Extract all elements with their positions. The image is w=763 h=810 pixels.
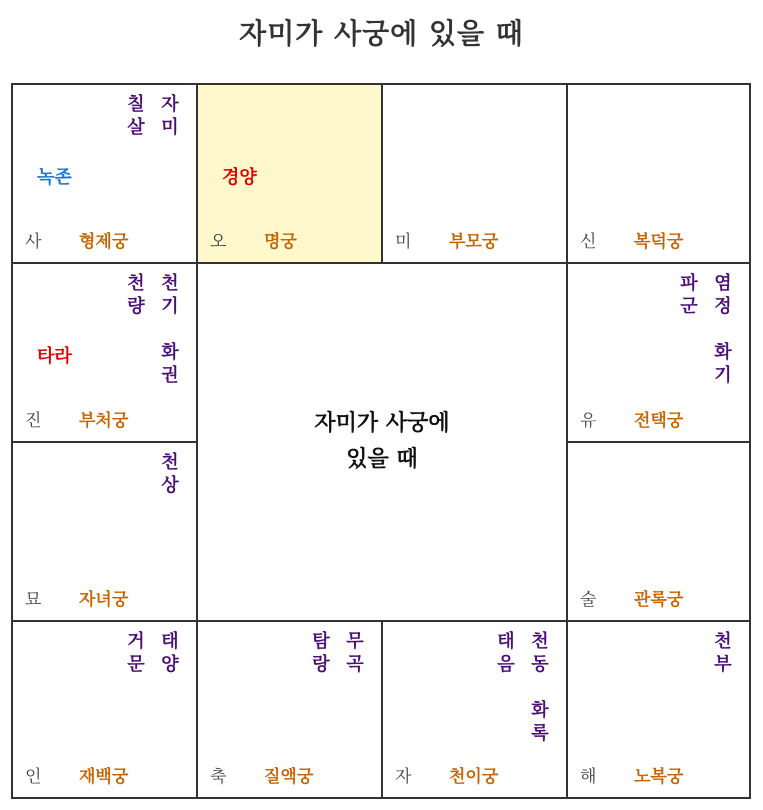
palace-jin <box>13 264 198 443</box>
branch-label: 묘 <box>25 590 42 610</box>
star-group <box>677 272 735 387</box>
palace-sul <box>568 443 749 622</box>
branch-label: 해 <box>580 767 597 787</box>
star-group <box>711 630 735 676</box>
branch-label: 술 <box>580 590 597 610</box>
star-char: 살 <box>127 117 145 138</box>
palace-name: 전택궁 <box>634 411 684 431</box>
palace-name: 명궁 <box>264 232 297 252</box>
star-taeyang <box>158 630 182 676</box>
star-char: 미 <box>161 117 179 138</box>
page-title: 자미가 사궁에 있을 때 <box>239 17 524 50</box>
palace-mi <box>383 85 568 264</box>
palace-yu <box>568 264 749 443</box>
star-char: 군 <box>680 296 698 317</box>
star-char: 정 <box>714 296 732 317</box>
star-char: 문 <box>127 654 145 675</box>
palace-name: 노복궁 <box>634 767 684 787</box>
palace-hae <box>568 622 749 797</box>
star-chilsal <box>124 93 148 139</box>
branch-label: 신 <box>580 232 597 252</box>
palace-name: 부처궁 <box>79 411 129 431</box>
star-char: 상 <box>161 475 179 496</box>
palace-name: 천이궁 <box>449 767 499 787</box>
star-char: 탐 <box>312 631 330 652</box>
transform-char: 화 <box>161 342 179 363</box>
star-char: 천 <box>127 273 145 294</box>
star-char: 염 <box>714 273 732 294</box>
branch-label: 진 <box>25 411 42 431</box>
center-title-line2: 있을 때 <box>346 447 418 472</box>
star-char: 천 <box>531 631 549 652</box>
palace-chuk <box>198 622 383 797</box>
transform-char: 화 <box>531 700 549 721</box>
star-group <box>124 630 182 676</box>
star-char: 자 <box>161 94 179 115</box>
star-cheongi <box>158 272 182 387</box>
branch-label: 미 <box>395 232 412 252</box>
branch-label: 사 <box>25 232 42 252</box>
star-group <box>124 272 182 387</box>
star-char: 천 <box>161 273 179 294</box>
star-group <box>494 630 552 745</box>
star-yeomjeong <box>711 272 735 387</box>
palace-sa <box>13 85 198 264</box>
palace-ja <box>383 622 568 797</box>
star-cheonbu <box>711 630 735 676</box>
star-group <box>309 630 367 676</box>
palace-name: 관록궁 <box>634 590 684 610</box>
chart-board <box>11 83 751 799</box>
star-cheondong <box>528 630 552 745</box>
palace-sin <box>568 85 749 264</box>
star-char: 무 <box>346 631 364 652</box>
star-pagun <box>677 272 701 387</box>
star-char: 태 <box>161 631 179 652</box>
star-char: 량 <box>127 296 145 317</box>
star-char: 기 <box>161 296 179 317</box>
minor-star-gyeongyang: 경양 <box>222 167 257 188</box>
star-char: 파 <box>680 273 698 294</box>
star-char: 태 <box>497 631 515 652</box>
star-char: 동 <box>531 654 549 675</box>
branch-label: 축 <box>210 767 227 787</box>
star-group <box>158 451 182 497</box>
star-char: 랑 <box>312 654 330 675</box>
star-char: 천 <box>714 631 732 652</box>
transform-char: 화 <box>714 342 732 363</box>
palace-name: 형제궁 <box>79 232 129 252</box>
palace-name: 질액궁 <box>264 767 314 787</box>
star-cheonryang <box>124 272 148 387</box>
star-group <box>124 93 182 139</box>
star-tamrang <box>309 630 333 676</box>
star-char: 거 <box>127 631 145 652</box>
chart-center <box>198 264 568 622</box>
palace-myo <box>13 443 198 622</box>
branch-label: 인 <box>25 767 42 787</box>
transform-char: 기 <box>714 365 732 386</box>
palace-name: 부모궁 <box>449 232 499 252</box>
transform-char: 록 <box>531 723 549 744</box>
palace-in <box>13 622 198 797</box>
palace-name: 복덕궁 <box>634 232 684 252</box>
palace-name: 자녀궁 <box>79 590 129 610</box>
star-char: 천 <box>161 452 179 473</box>
star-char: 음 <box>497 654 515 675</box>
star-char: 부 <box>714 654 732 675</box>
star-char: 양 <box>161 654 179 675</box>
star-char: 칠 <box>127 94 145 115</box>
palace-name: 재백궁 <box>79 767 129 787</box>
star-geomun <box>124 630 148 676</box>
branch-label: 오 <box>210 232 227 252</box>
star-taeeum <box>494 630 518 745</box>
minor-star-lokzon: 녹존 <box>37 167 72 188</box>
branch-label: 자 <box>395 767 412 787</box>
star-char: 곡 <box>346 654 364 675</box>
palace-o <box>198 85 383 264</box>
star-cheonsang <box>158 451 182 497</box>
minor-star-tara: 타라 <box>37 346 72 367</box>
star-jami <box>158 93 182 139</box>
star-mugok <box>343 630 367 676</box>
branch-label: 유 <box>580 411 597 431</box>
transform-char: 권 <box>161 365 179 386</box>
center-title-line1: 자미가 사궁에 <box>314 411 450 436</box>
